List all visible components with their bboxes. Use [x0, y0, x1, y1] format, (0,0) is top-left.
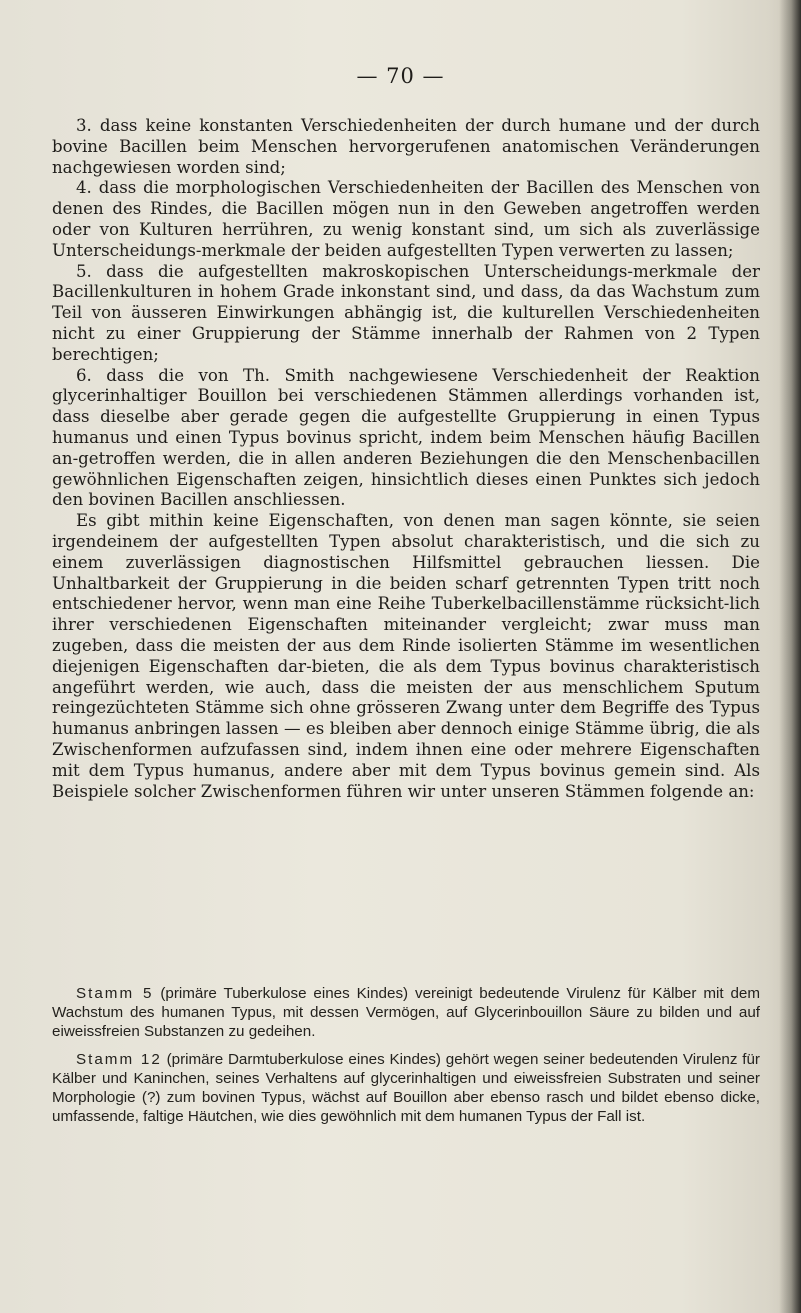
example-stamm-12-text: (primäre Darmtuberkulose eines Kindes) gehört wegen seiner bedeutenden Virulenz für Kälber und Kaninchen, seines Verhaltens auf glycerinhaltigen und eiweissfreien Substraten und seiner Morphologie (?) zum bovinen Typus, wächst auf Bouillon aber ebenso rasch und bildet ebenso dicke, umfassende, faltige Häutchen, wie dies gewöhnlich mit dem humanen Typus der Fall ist.	[52, 1050, 760, 1126]
example-stamm-5	[52, 984, 760, 1042]
page-number: — 70 —	[356, 64, 445, 88]
paragraph-conclusion-4: 4. dass die morphologischen Verschiedenheiten der Bacillen des Menschen von denen des Rindes, die Bacillen mögen nun in den Geweben angetroffen werden oder von Kulturen herrühren, zu wenig konstant sind, um sich als zuverlässige Unterscheidungs-merkmale der beiden aufgestellten Typen verwerten zu lassen;	[52, 178, 760, 260]
paragraph-conclusion-5: 5. dass die aufgestellten makroskopischen Unterscheidungs-merkmale der Bacillenkulturen in hohem Grade inkonstant sind, und dass, da das Wachstum zum Teil von äusseren Einwirkungen abhängig ist, die kulturellen Verschiedenheiten nicht zu einer Gruppierung der Stämme innerhalb der Rahmen von 2 Typen berechtigen;	[52, 261, 760, 364]
example-stamm-12-lead: Stamm 12	[76, 1050, 162, 1068]
example-stamm-5-lead: Stamm 5	[76, 985, 154, 1002]
paragraph-conclusion-3: 3. dass keine konstanten Verschiedenheiten der durch humane und der durch bovine Bacillen beim Menschen hervorgerufenen anatomischen Veränderungen nachgewiesen worden sind;	[52, 116, 760, 177]
example-stamm-12	[52, 1050, 760, 1127]
paragraph-conclusion-6: 6. dass die von Th. Smith nachgewiesene Verschiedenheit der Reaktion glycerinhaltiger Bouillon bei verschiedenen Stämmen allerdings vorhanden ist, dass dieselbe aber gerade gegen die aufgestellte Gruppierung in einen Typus humanus und einen Typus bovinus spricht, indem beim Menschen häufig Bacillen an-getroffen werden, die in allen anderen Beziehungen die den Menschenbacillen gewöhnlichen Eigenschaften zeigen, hinsichtlich dieses einen Punktes sich jedoch den bovinen Bacillen anschliessen.	[52, 365, 760, 510]
paragraph-summary: Es gibt mithin keine Eigenschaften, von denen man sagen könnte, sie seien irgendeinem der aufgestellten Typen absolut charakteristisch, und die sich zu einem zuverlässigen diagnostischen Hilfsmittel gebrauchen liessen. Die Unhaltbarkeit der Gruppierung in die beiden scharf getrennten Typen tritt noch entschiedener hervor, wenn man eine Reihe Tuberkelbacillenstämme rücksicht-lich ihrer verschiedenen Eigenschaften miteinander vergleicht; zwar muss man zugeben, dass die meisten der aus dem Rinde isolierten Stämme im wesentlichen diejenigen Eigenschaften dar-bieten, die als dem Typus bovinus charakteristisch angeführt werden, wie auch, dass die meisten der aus menschlichem Sputum reingezüchteten Stämme sich ohne grösseren Zwang unter dem Begriffe des Typus humanus anbringen lassen — es bleiben aber dennoch einige Stämme übrig, die als Zwischenformen aufzufassen sind, indem ihnen eine oder mehrere Eigenschaften mit dem Typus humanus, andere aber mit dem Typus bovinus gemein sind. Als Beispiele solcher Zwischenformen führen wir unter unseren Stämmen folgende an:	[52, 511, 760, 801]
examples-text	[52, 984, 760, 1134]
main-text	[52, 116, 760, 802]
example-stamm-5-text: (primäre Tuberkulose eines Kindes) vereinigt bedeutende Virulenz für Kälber mit dem Wachstum des humanen Typus, mit dessen Vermögen, auf Glycerinbouillon Säure zu bilden und auf eiweissfreien Substanzen zu gedeihen.	[52, 985, 761, 1041]
page-edge-shadow	[779, 0, 801, 1313]
